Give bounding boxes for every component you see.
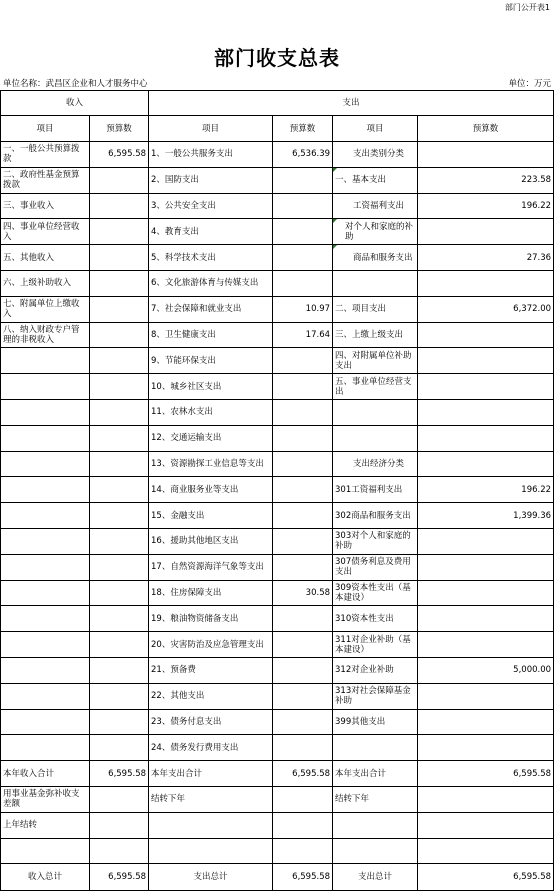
economic-budget-cell: [418, 374, 554, 400]
economic-budget-cell: 196.22: [418, 193, 554, 219]
income-budget-cell: [90, 193, 149, 219]
income-item-cell: [1, 528, 90, 554]
function-budget-cell: [273, 554, 333, 580]
income-item-cell: 八、纳入财政专户管理的非税收入: [1, 322, 90, 348]
page-title: 部门收支总表: [214, 46, 340, 70]
table-row: [1, 296, 554, 322]
economic-item-cell: [333, 399, 418, 425]
table-row: [1, 735, 554, 761]
income-budget-cell: 6,595.58: [90, 761, 149, 787]
economic-budget-cell: 196.22: [418, 477, 554, 503]
income-budget-cell: [90, 580, 149, 606]
function-item-cell: 15、金融支出: [149, 503, 273, 529]
function-budget-cell: [273, 245, 333, 271]
table-row: [1, 812, 554, 838]
function-item-cell: 17、自然资源海洋气象等支出: [149, 554, 273, 580]
function-item-cell: 24、债务发行费用支出: [149, 735, 273, 761]
function-item-cell: 16、援助其他地区支出: [149, 528, 273, 554]
economic-budget-cell: [418, 709, 554, 735]
economic-item-cell: 四、对附属单位补助支出: [333, 348, 418, 374]
income-budget-cell: [90, 735, 149, 761]
economic-budget-cell: 27.36: [418, 245, 554, 271]
table-row: [1, 348, 554, 374]
table-row: [1, 425, 554, 451]
income-item-cell: [1, 657, 90, 683]
function-item-cell: [149, 838, 273, 864]
income-item-cell: [1, 374, 90, 400]
economic-budget-cell: [418, 580, 554, 606]
economic-item-cell: 311对企业补助（基本建设）: [333, 632, 418, 658]
economic-budget-cell: [418, 528, 554, 554]
function-item-cell: 2、国防支出: [149, 167, 273, 193]
function-budget-cell: 30.58: [273, 580, 333, 606]
function-item-cell: 19、粮油物资储备支出: [149, 606, 273, 632]
function-item-cell: 18、住房保障支出: [149, 580, 273, 606]
function-budget-cell: [273, 709, 333, 735]
function-item-cell: 14、商业服务业等支出: [149, 477, 273, 503]
function-item-cell: 5、科学技术支出: [149, 245, 273, 271]
function-budget-cell: [273, 503, 333, 529]
income-item-cell: 用事业基金弥补收支差额: [1, 786, 90, 812]
income-budget-cell: [90, 554, 149, 580]
income-item-cell: [1, 735, 90, 761]
function-item-cell: 21、预备费: [149, 657, 273, 683]
function-item-cell: 13、资源勘探工业信息等支出: [149, 451, 273, 477]
economic-budget-cell: [418, 554, 554, 580]
col-economic-budget: 预算数: [418, 116, 554, 142]
income-total-value: 6,595.58: [90, 864, 149, 891]
function-total-label: 支出总计: [149, 864, 273, 891]
table-row: [1, 683, 554, 709]
function-budget-cell: 6,536.39: [273, 142, 333, 168]
economic-budget-cell: 6,595.58: [418, 761, 554, 787]
economic-item-cell: 结转下年: [333, 786, 418, 812]
currency-unit: 单位：万元: [508, 79, 551, 89]
function-budget-cell: [273, 167, 333, 193]
economic-item-cell: 303对个人和家庭的补助: [333, 528, 418, 554]
income-item-cell: 五、其他收入: [1, 245, 90, 271]
economic-item-cell: [333, 838, 418, 864]
function-budget-cell: 10.97: [273, 296, 333, 322]
economic-item-cell: [333, 425, 418, 451]
col-income-item: 项目: [1, 116, 90, 142]
function-item-cell: 11、农林水支出: [149, 399, 273, 425]
economic-item-cell: 商品和服务支出: [333, 245, 418, 271]
function-budget-cell: [273, 451, 333, 477]
economic-item-cell: 支出经济分类: [333, 451, 418, 477]
income-budget-cell: [90, 838, 149, 864]
economic-item-cell: [333, 735, 418, 761]
table-row: [1, 554, 554, 580]
table-row: [1, 219, 554, 245]
function-item-cell: 1、一般公共服务支出: [149, 142, 273, 168]
function-item-cell: 结转下年: [149, 786, 273, 812]
table-row: [1, 451, 554, 477]
economic-budget-cell: [418, 425, 554, 451]
income-budget-cell: [90, 709, 149, 735]
economic-budget-cell: 5,000.00: [418, 657, 554, 683]
col-function-item: 项目: [149, 116, 273, 142]
income-budget-cell: [90, 425, 149, 451]
income-item-cell: 本年收入合计: [1, 761, 90, 787]
income-budget-cell: [90, 322, 149, 348]
function-budget-cell: [273, 606, 333, 632]
header-row-groups: [1, 91, 554, 116]
function-budget-cell: [273, 399, 333, 425]
table-row: [1, 270, 554, 296]
economic-budget-cell: [418, 399, 554, 425]
function-item-cell: 12、交通运输支出: [149, 425, 273, 451]
function-item-cell: 10、城乡社区支出: [149, 374, 273, 400]
function-budget-cell: [273, 812, 333, 838]
economic-budget-cell: [418, 451, 554, 477]
function-item-cell: 9、节能环保支出: [149, 348, 273, 374]
income-item-cell: 四、事业单位经营收入: [1, 219, 90, 245]
income-budget-cell: [90, 632, 149, 658]
table-row: [1, 761, 554, 787]
function-budget-cell: [273, 425, 333, 451]
income-item-cell: 七、附属单位上缴收入: [1, 296, 90, 322]
income-budget-cell: [90, 219, 149, 245]
economic-budget-cell: [418, 838, 554, 864]
col-income-budget: 预算数: [90, 116, 149, 142]
total-row: [1, 864, 554, 891]
income-budget-cell: [90, 348, 149, 374]
income-item-cell: [1, 425, 90, 451]
table-row: [1, 374, 554, 400]
economic-item-cell: 三、上缴上级支出: [333, 322, 418, 348]
col-function-budget: 预算数: [273, 116, 333, 142]
table-row: [1, 838, 554, 864]
function-budget-cell: [273, 683, 333, 709]
income-item-cell: [1, 632, 90, 658]
function-budget-cell: [273, 838, 333, 864]
function-item-cell: 3、公共安全支出: [149, 193, 273, 219]
table-row: [1, 399, 554, 425]
table-row: [1, 322, 554, 348]
income-item-cell: [1, 709, 90, 735]
income-item-cell: [1, 503, 90, 529]
economic-budget-cell: [418, 735, 554, 761]
economic-budget-cell: 1,399.36: [418, 503, 554, 529]
economic-item-cell: 310资本性支出: [333, 606, 418, 632]
table-row: [1, 167, 554, 193]
function-item-cell: 23、债务付息支出: [149, 709, 273, 735]
function-item-cell: 4、教育支出: [149, 219, 273, 245]
income-header: 收入: [1, 91, 149, 116]
table-row: [1, 657, 554, 683]
income-item-cell: 一、一般公共预算拨款: [1, 142, 90, 168]
header-row-columns: [1, 116, 554, 142]
income-budget-cell: [90, 528, 149, 554]
income-item-cell: [1, 348, 90, 374]
income-item-cell: 六、上级补助收入: [1, 270, 90, 296]
income-item-cell: [1, 399, 90, 425]
economic-budget-cell: [418, 606, 554, 632]
economic-item-cell: [333, 812, 418, 838]
function-budget-cell: [273, 786, 333, 812]
income-budget-cell: [90, 683, 149, 709]
economic-item-cell: 五、事业单位经营支出: [333, 374, 418, 400]
income-item-cell: 三、事业收入: [1, 193, 90, 219]
function-budget-cell: [273, 193, 333, 219]
income-budget-cell: [90, 270, 149, 296]
function-item-cell: 22、其他支出: [149, 683, 273, 709]
income-budget-cell: [90, 503, 149, 529]
income-total-label: 收入总计: [1, 864, 90, 891]
unit-info-line: [3, 77, 551, 89]
table-row: [1, 632, 554, 658]
function-budget-cell: [273, 219, 333, 245]
economic-item-cell: 二、项目支出: [333, 296, 418, 322]
economic-item-cell: 312对企业补助: [333, 657, 418, 683]
economic-item-cell: 301工资福利支出: [333, 477, 418, 503]
economic-budget-cell: [418, 219, 554, 245]
economic-budget-cell: [418, 348, 554, 374]
function-item-cell: [149, 812, 273, 838]
economic-item-cell: 302商品和服务支出: [333, 503, 418, 529]
table-row: [1, 477, 554, 503]
economic-item-cell: 对个人和家庭的补助: [333, 219, 418, 245]
economic-budget-cell: [418, 812, 554, 838]
table-row: [1, 528, 554, 554]
income-item-cell: 上年结转: [1, 812, 90, 838]
function-item-cell: 本年支出合计: [149, 761, 273, 787]
function-budget-cell: 17.64: [273, 322, 333, 348]
function-budget-cell: [273, 632, 333, 658]
economic-budget-cell: [418, 683, 554, 709]
function-item-cell: 7、社会保障和就业支出: [149, 296, 273, 322]
budget-summary-table: [0, 90, 554, 891]
economic-item-cell: 313对社会保障基金补助: [333, 683, 418, 709]
economic-item-cell: 本年支出合计: [333, 761, 418, 787]
income-budget-cell: [90, 296, 149, 322]
income-item-cell: [1, 451, 90, 477]
form-number-label: 部门公开表1: [504, 3, 550, 12]
income-item-cell: [1, 554, 90, 580]
economic-budget-cell: [418, 786, 554, 812]
function-budget-cell: [273, 374, 333, 400]
function-budget-cell: [273, 477, 333, 503]
income-budget-cell: [90, 245, 149, 271]
economic-budget-cell: [418, 632, 554, 658]
economic-item-cell: 309资本性支出（基本建设）: [333, 580, 418, 606]
function-budget-cell: [273, 657, 333, 683]
table-row: [1, 606, 554, 632]
economic-item-cell: [333, 270, 418, 296]
table-row: [1, 580, 554, 606]
table-row: [1, 245, 554, 271]
table-row: [1, 709, 554, 735]
income-budget-cell: [90, 167, 149, 193]
income-budget-cell: [90, 399, 149, 425]
income-item-cell: 二、政府性基金预算拨款: [1, 167, 90, 193]
function-budget-cell: [273, 270, 333, 296]
economic-total-value: 6,595.58: [418, 864, 554, 891]
economic-budget-cell: 223.58: [418, 167, 554, 193]
expense-header: 支出: [149, 91, 554, 116]
income-budget-cell: [90, 477, 149, 503]
economic-budget-cell: 6,372.00: [418, 296, 554, 322]
table-row: [1, 786, 554, 812]
income-budget-cell: [90, 786, 149, 812]
economic-total-label: 支出总计: [333, 864, 418, 891]
income-item-cell: [1, 838, 90, 864]
function-budget-cell: 6,595.58: [273, 761, 333, 787]
function-budget-cell: [273, 735, 333, 761]
economic-budget-cell: [418, 322, 554, 348]
income-budget-cell: [90, 606, 149, 632]
economic-item-cell: 一、基本支出: [333, 167, 418, 193]
income-budget-cell: [90, 374, 149, 400]
table-row: [1, 503, 554, 529]
economic-item-cell: 307债务利息及费用支出: [333, 554, 418, 580]
economic-budget-cell: [418, 270, 554, 296]
function-item-cell: 20、灾害防治及应急管理支出: [149, 632, 273, 658]
economic-budget-cell: [418, 142, 554, 168]
function-item-cell: 6、文化旅游体育与传媒支出: [149, 270, 273, 296]
income-item-cell: [1, 580, 90, 606]
economic-item-cell: 399其他支出: [333, 709, 418, 735]
unit-name: 单位名称：武昌区企业和人才服务中心: [3, 79, 148, 89]
function-item-cell: 8、卫生健康支出: [149, 322, 273, 348]
table-row: [1, 193, 554, 219]
function-total-value: 6,595.58: [273, 864, 333, 891]
income-budget-cell: [90, 451, 149, 477]
function-budget-cell: [273, 528, 333, 554]
income-budget-cell: [90, 657, 149, 683]
income-item-cell: [1, 477, 90, 503]
economic-item-cell: 支出类别分类: [333, 142, 418, 168]
income-item-cell: [1, 606, 90, 632]
income-item-cell: [1, 683, 90, 709]
function-budget-cell: [273, 348, 333, 374]
income-budget-cell: 6,595.58: [90, 142, 149, 168]
income-budget-cell: [90, 812, 149, 838]
economic-item-cell: 工资福利支出: [333, 193, 418, 219]
table-row: [1, 142, 554, 168]
col-economic-item: 项目: [333, 116, 418, 142]
